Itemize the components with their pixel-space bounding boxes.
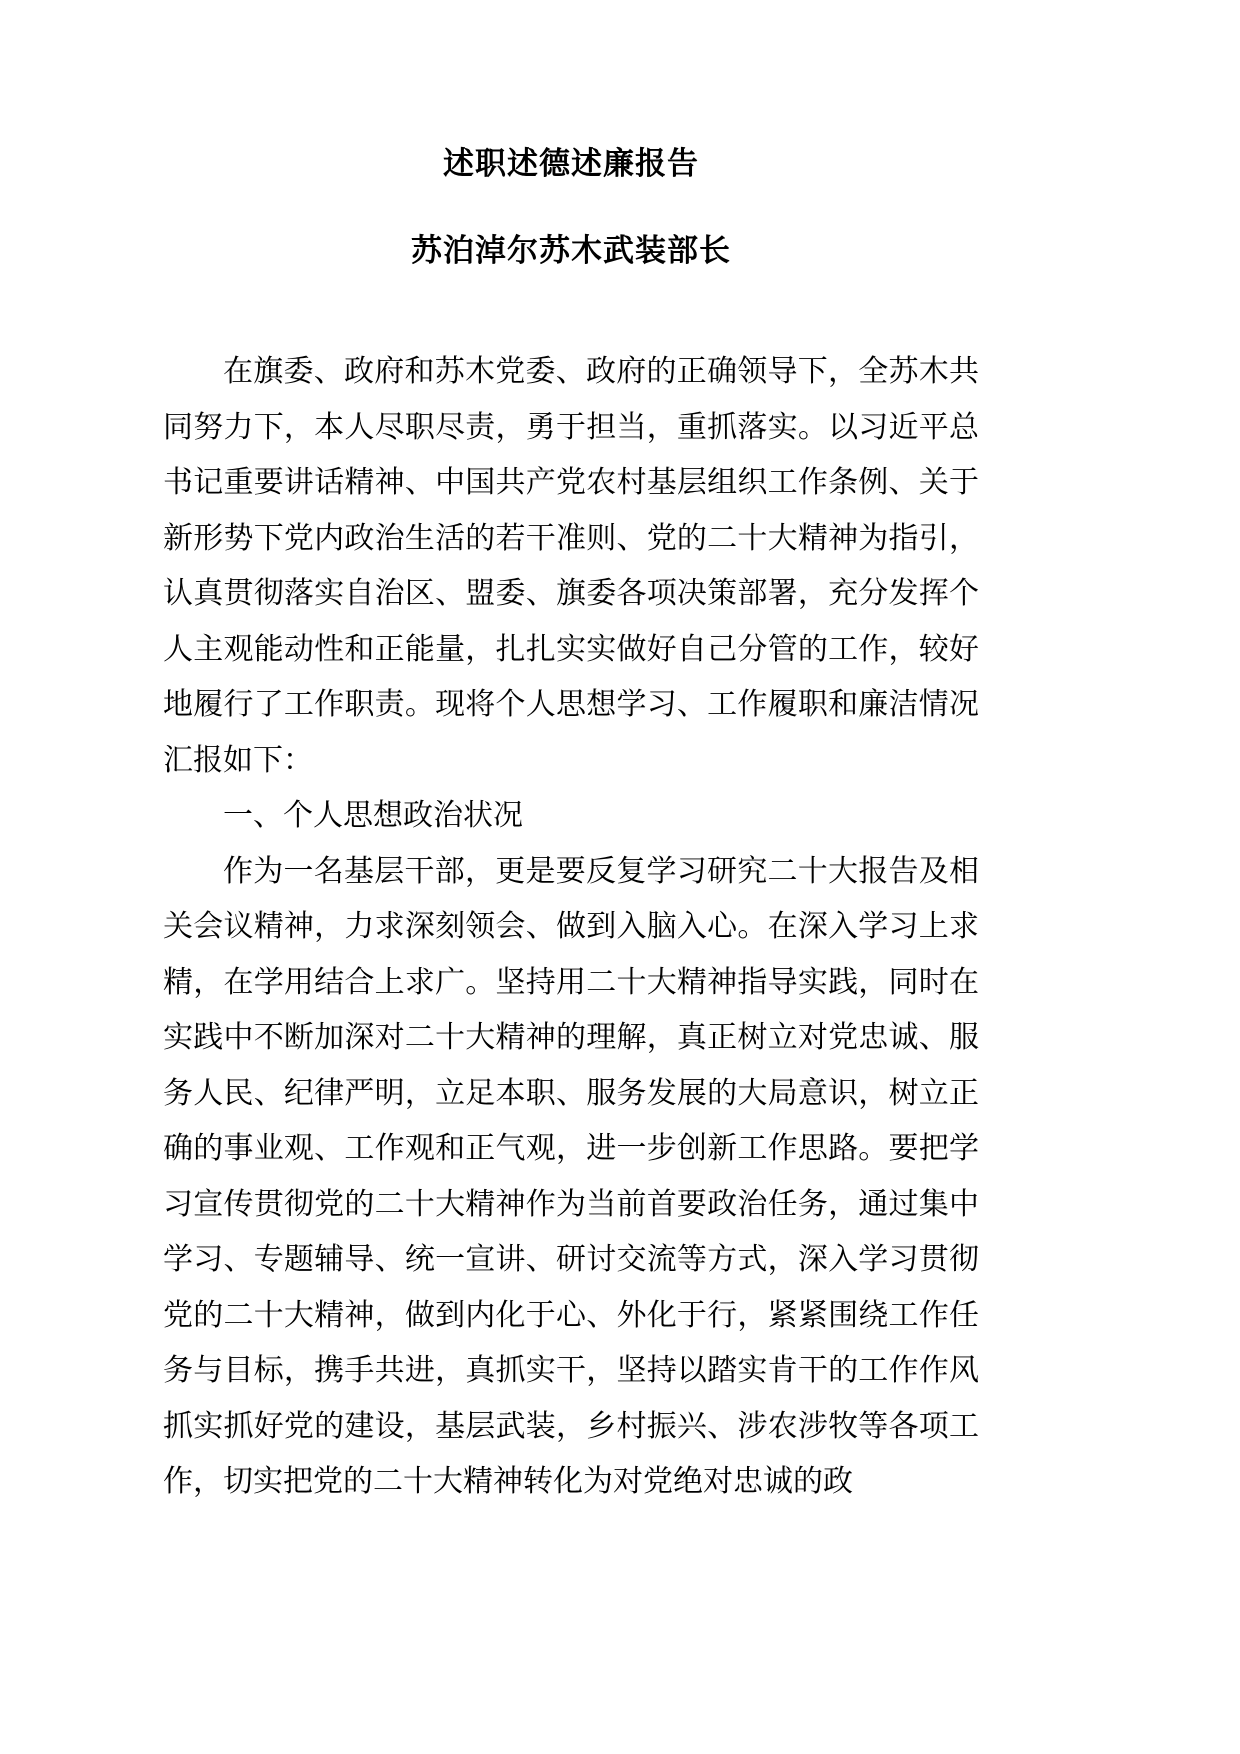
paragraph-section-one-body: 作为一名基层干部，更是要反复学习研究二十大报告及相关会议精神，力求深刻领会、做到入脑入心。在深入学习上求精，在学用结合上求广。坚持用二十大精神指导实践，同时在实践中不断加深对二十大精神的理解，真正树立对党忠诚、服务人民、纪律严明，立足本职、服务发展的大局意识，树立正确的事业观、工作观和正气观，进一步创新工作思路。要把学习宣传贯彻党的二十大精神作为当前首要政治任务，通过集中学习、专题辅导、统一宣讲、研讨交流等方式，深入学习贯彻党的二十大精神，做到内化于心、外化于行，紧紧围绕工作任务与目标，携手共进，真抓实干，坚持以踏实肯干的工作作风抓实抓好党的建设，基层武装，乡村振兴、涉农涉牧等各项工作，切实把党的二十大精神转化为对党绝对忠诚的政 bbox=[163, 854, 979, 1498]
page-content bbox=[163, 0, 979, 1510]
title-block bbox=[163, 0, 979, 266]
document-body bbox=[163, 344, 979, 1510]
document-title: 述职述德述廉报告 bbox=[443, 146, 699, 181]
paragraph-intro: 在旗委、政府和苏木党委、政府的正确领导下，全苏木共同努力下，本人尽职尽责，勇于担当，重抓落实。以习近平总书记重要讲话精神、中国共产党农村基层组织工作条例、关于新形势下党内政治生活的若干准则、党的二十大精神为指引，认真贯彻落实自治区、盟委、旗委各项决策部署，充分发挥个人主观能动性和正能量，扎扎实实做好自己分管的工作，较好地履行了工作职责。现将个人思想学习、工作履职和廉洁情况汇报如下： bbox=[163, 355, 979, 777]
document-subtitle: 苏泊淖尔苏木武装部长 bbox=[411, 233, 731, 268]
section-heading-one: 一、个人思想政治状况 bbox=[223, 799, 523, 832]
